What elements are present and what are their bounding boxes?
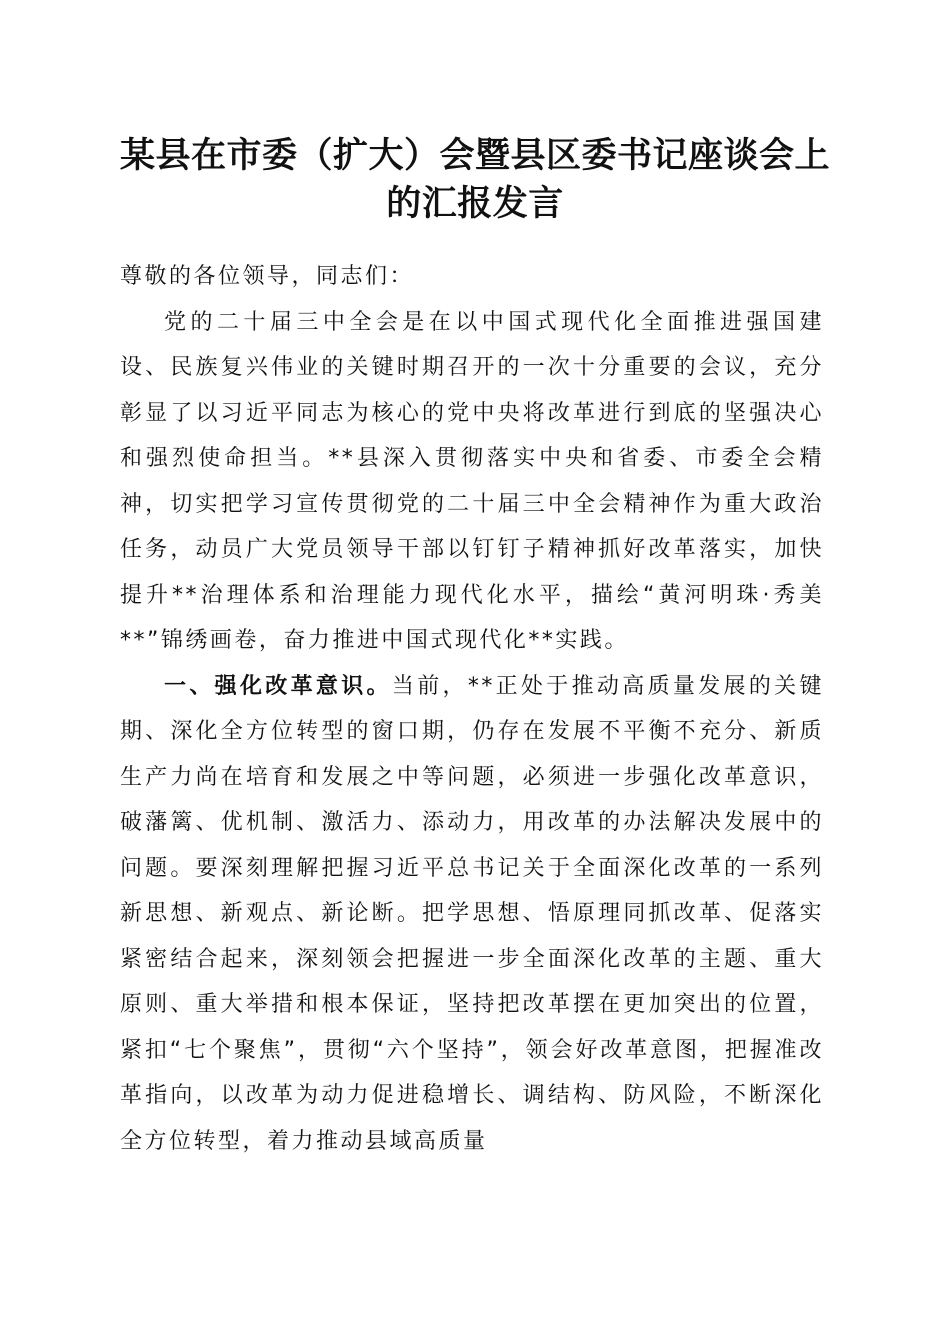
- section-1-heading: 一、强化改革意识。: [164, 673, 392, 699]
- document-title: 某县在市委（扩大）会暨县区委书记座谈会上的汇报发言: [120, 135, 831, 224]
- paragraph-intro: [120, 300, 824, 664]
- paragraph-section-1-text: 当前，**正处于推动高质量发展的关键期、深化全方位转型的窗口期，仍存在发展不平衡不充分、新质生产力尚在培育和发展之中等问题，必须进一步强化改革意识，破藩篱、优机制、激活力、添动力，用改革的办法解决发展中的问题。要深刻理解把握习近平总书记关于全面深化改革的一系列新思想、新观点、新论断。把学思想、悟原理同抓改革、促落实紧密结合起来，深刻领会把握进一步全面深化改革的主题、重大原则、重大举措和根本保证，坚持把改革摆在更加突出的位置，紧扣“七个聚焦”，贯彻“六个坚持”，领会好改革意图，把握准改革指向，以改革为动力促进稳增长、调结构、防风险，不断深化全方位转型，着力推动县域高质量: [120, 673, 824, 1154]
- paragraph-intro-text: 党的二十届三中全会是在以中国式现代化全面推进强国建设、民族复兴伟业的关键时期召开的一次十分重要的会议，充分彰显了以习近平同志为核心的党中央将改革进行到底的坚强决心和强烈使命担当。**县深入贯彻落实中央和省委、市委全会精神，切实把学习宣传贯彻党的二十届三中全会精神作为重大政治任务，动员广大党员领导干部以钉钉子精神抓好改革落实，加快提升**治理体系和治理能力现代化水平，描绘“黄河明珠·秀美**”锦绣画卷，奋力推进中国式现代化**实践。: [120, 309, 824, 653]
- document-body: [120, 254, 824, 1164]
- paragraph-section-1: [120, 664, 824, 1165]
- salutation: 尊敬的各位领导，同志们：: [120, 264, 415, 289]
